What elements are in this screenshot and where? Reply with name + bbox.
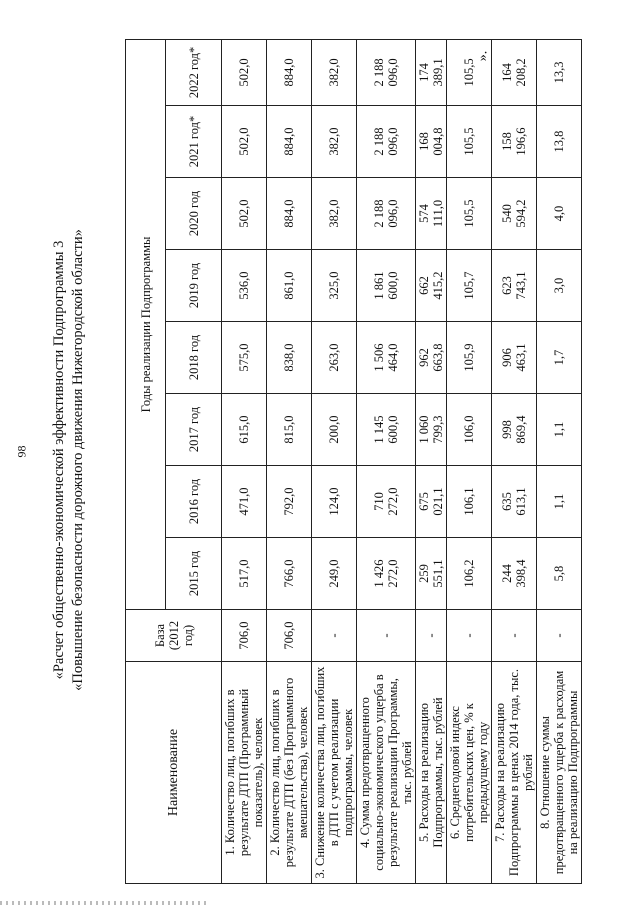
table-row — [267, 39, 312, 883]
year-value-cell: 382,0 — [312, 178, 357, 250]
row-name-cell: 6. Среднегодовой индекс потребительских цен, % к предыдущему году — [447, 662, 492, 884]
year-value-cell: 1,1 — [537, 394, 582, 466]
table-row — [447, 39, 492, 883]
page-number: 98 — [14, 445, 29, 458]
year-value-cell: 382,0 — [312, 39, 357, 105]
years-group-header: Годы реализации Подпрограммы — [126, 39, 166, 609]
name-column-header: Наименование — [126, 662, 222, 884]
year-value-cell: 861,0 — [267, 250, 312, 322]
year-value-cell: 105,9 — [447, 322, 492, 394]
base-value-cell: - — [492, 610, 537, 662]
year-value-cell: 124,0 — [312, 466, 357, 538]
year-value-cell: 1 861 600,0 — [357, 250, 416, 322]
year-value-cell: 263,0 — [312, 322, 357, 394]
row-name-cell: 3. Снижение количества лиц, погибших в ДТП с учетом реализации подпрограммы, человек — [312, 662, 357, 884]
year-value-cell: 471,0 — [222, 466, 267, 538]
year-value-cell: 838,0 — [267, 322, 312, 394]
year-value-cell: 382,0 — [312, 106, 357, 178]
year-value-cell: 536,0 — [222, 250, 267, 322]
year-value-cell: 635 613,1 — [492, 466, 537, 538]
table-row — [357, 39, 416, 883]
year-value-cell: 1,1 — [537, 466, 582, 538]
year-value-cell: 158 196,6 — [492, 106, 537, 178]
year-value-cell: 815,0 — [267, 394, 312, 466]
year-value-cell: 168 004,8 — [416, 106, 447, 178]
base-value-cell: - — [447, 610, 492, 662]
title-line-1: «Расчет общественно-экономической эффективности Подпрограммы 3 — [51, 240, 67, 680]
year-value-cell: 1 506 464,0 — [357, 322, 416, 394]
year-value-cell: 623 743,1 — [492, 250, 537, 322]
base-value-cell: - — [537, 610, 582, 662]
base-value-cell: - — [312, 610, 357, 662]
year-value-cell: 200,0 — [312, 394, 357, 466]
year-value-cell: 517,0 — [222, 538, 267, 610]
year-value-cell: 106,1 — [447, 466, 492, 538]
year-value-cell: 502,0 — [222, 39, 267, 105]
title-line-2: «Повышение безопасности дорожного движения Нижегородской области» — [70, 229, 86, 691]
year-value-cell: 502,0 — [222, 178, 267, 250]
year-value-cell: 249,0 — [312, 538, 357, 610]
year-value-cell: 884,0 — [267, 106, 312, 178]
year-value-cell: 164 208,2 — [492, 39, 537, 105]
year-value-cell: 105,7 — [447, 250, 492, 322]
year-value-cell: 710 272,0 — [357, 466, 416, 538]
year-value-cell: 105,5 — [447, 39, 492, 105]
efficiency-table — [125, 39, 582, 884]
year-value-cell: 1 145 600,0 — [357, 394, 416, 466]
year-value-cell: 575,0 — [222, 322, 267, 394]
year-value-cell: 2 188 096,0 — [357, 39, 416, 105]
year-value-cell: 174 389,1 — [416, 39, 447, 105]
table-row — [312, 39, 357, 883]
row-name-cell: 2. Количество лиц, погибших в результате ДТП (без Программного вмешательства), человек — [267, 662, 312, 884]
year-value-cell: 106,2 — [447, 538, 492, 610]
year-value-cell: 3,0 — [537, 250, 582, 322]
table-row — [416, 39, 447, 883]
scan-edge-artifact — [0, 901, 210, 905]
year-value-cell: 1,7 — [537, 322, 582, 394]
year-value-cell: 13,3 — [537, 39, 582, 105]
base-value-cell: - — [357, 610, 416, 662]
year-value-cell: 662 415,2 — [416, 250, 447, 322]
year-value-cell: 106,0 — [447, 394, 492, 466]
year-value-cell: 766,0 — [267, 538, 312, 610]
year-value-cell: 325,0 — [312, 250, 357, 322]
year-value-cell: 259 551,1 — [416, 538, 447, 610]
year-value-cell: 105,5 — [447, 178, 492, 250]
year-value-cell: 13,8 — [537, 106, 582, 178]
year-header: 2015 год — [166, 538, 222, 610]
year-value-cell: 675 021,1 — [416, 466, 447, 538]
year-header: 2016 год — [166, 466, 222, 538]
closing-quote: ». — [475, 50, 491, 62]
table-row — [537, 39, 582, 883]
year-header: 2020 год — [166, 178, 222, 250]
row-name-cell: 5. Расходы на реализацию Подпрограммы, тыс. рублей — [416, 662, 447, 884]
year-value-cell: 906 463,1 — [492, 322, 537, 394]
year-value-cell: 1 426 272,0 — [357, 538, 416, 610]
year-header: 2018 год — [166, 322, 222, 394]
year-value-cell: 4,0 — [537, 178, 582, 250]
year-value-cell: 884,0 — [267, 178, 312, 250]
base-value-cell: 706,0 — [267, 610, 312, 662]
efficiency-table-wrapper — [125, 44, 580, 884]
year-value-cell: 1 060 799,3 — [416, 394, 447, 466]
table-row — [222, 39, 267, 883]
row-name-cell: 4. Сумма предотвращенного социально-экономического ущерба в результате реализации Программы, тыс. рублей — [357, 662, 416, 884]
year-value-cell: 574 111,0 — [416, 178, 447, 250]
header-row-1 — [126, 39, 166, 883]
row-name-cell: 8. Отношение суммы предотвращенного ущерба к расходам на реализацию Подпрограммы — [537, 662, 582, 884]
base-value-cell: 706,0 — [222, 610, 267, 662]
year-value-cell: 2 188 096,0 — [357, 178, 416, 250]
year-value-cell: 5,8 — [537, 538, 582, 610]
year-value-cell: 615,0 — [222, 394, 267, 466]
year-value-cell: 540 594,2 — [492, 178, 537, 250]
year-value-cell: 884,0 — [267, 39, 312, 105]
table-row — [492, 39, 537, 883]
year-value-cell: 502,0 — [222, 106, 267, 178]
document-title — [50, 150, 110, 770]
year-value-cell: 105,5 — [447, 106, 492, 178]
year-header: 2021 год* — [166, 106, 222, 178]
year-value-cell: 2 188 096,0 — [357, 106, 416, 178]
base-value-cell: - — [416, 610, 447, 662]
row-name-cell: 7. Расходы на реализацию Подпрограммы в ценах 2014 года, тыс. рублей — [492, 662, 537, 884]
row-name-cell: 1. Количество лиц, погибших в результате ДТП (Программный показатель), человек — [222, 662, 267, 884]
year-header: 2017 год — [166, 394, 222, 466]
base-column-header: База (2012 год) — [126, 610, 222, 662]
year-value-cell: 998 869,4 — [492, 394, 537, 466]
year-value-cell: 962 663,8 — [416, 322, 447, 394]
year-value-cell: 792,0 — [267, 466, 312, 538]
year-value-cell: 244 398,4 — [492, 538, 537, 610]
year-header: 2019 год — [166, 250, 222, 322]
year-header: 2022 год* — [166, 39, 222, 105]
